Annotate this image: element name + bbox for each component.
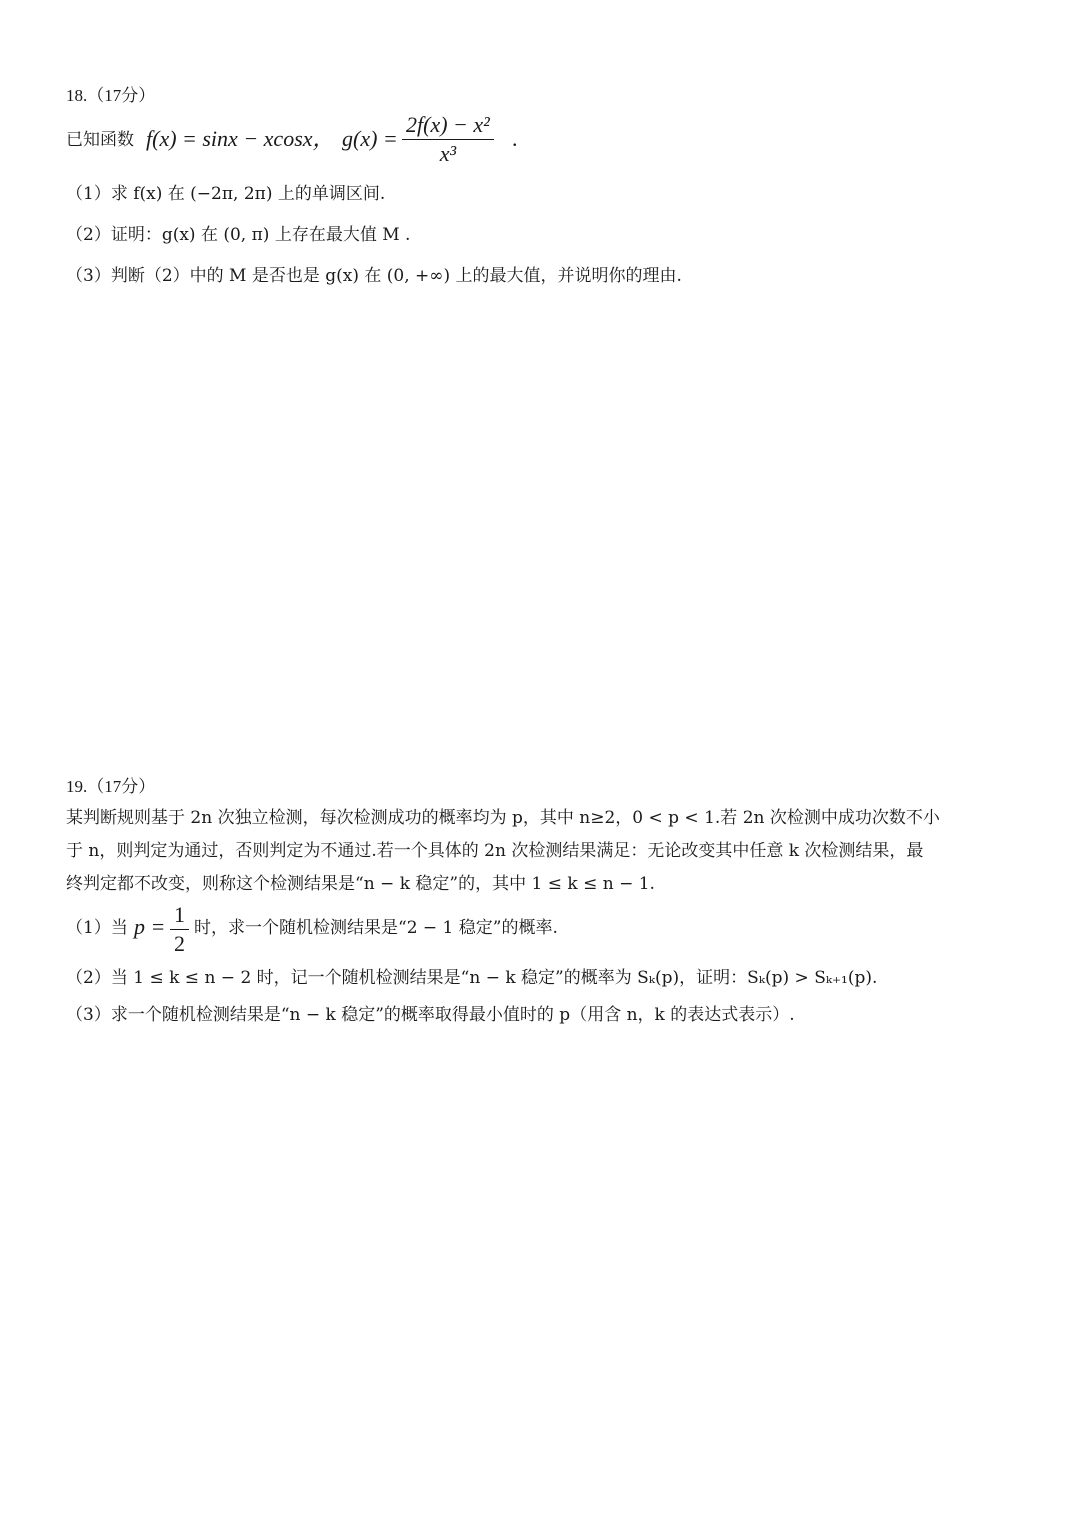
q18-part2: （2）证明：g(x) 在 (0, π) 上存在最大值 M . — [66, 225, 411, 245]
q19-part1-p: p = — [134, 914, 166, 939]
q18-intro-prefix: 已知函数 — [66, 130, 134, 150]
q18-g-period: . — [512, 126, 518, 151]
q18-g-fraction — [402, 112, 494, 168]
q19-stem-line1: 某判断规则基于 2n 次独立检测，每次检测成功的概率均为 p，其中 n≥2，0 < p < 1.若 2n 次检测中成功次数不小 — [66, 808, 940, 828]
q18-part1: （1）求 f(x) 在 (−2π, 2π) 上的单调区间. — [66, 184, 386, 204]
q19-stem-line3: 终判定都不改变，则称这个检测结果是“n − k 稳定”的，其中 1 ≤ k ≤ n − 1. — [66, 874, 655, 894]
q18-header: 18.（17分） — [66, 86, 156, 105]
q18-f-definition: f(x) = sinx − xcosx， — [146, 126, 335, 151]
q18-g-numerator: 2f(x) − x² — [402, 112, 494, 140]
q19-part3: （3）求一个随机检测结果是“n − k 稳定”的概率取得最小值时的 p（用含 n，k 的表达式表示）. — [66, 1005, 795, 1025]
q19-part1-numerator: 1 — [170, 902, 189, 930]
q19-part1-fraction — [170, 902, 189, 958]
q19-part2: （2）当 1 ≤ k ≤ n − 2 时，记一个随机检测结果是“n − k 稳定”的概率为 Sₖ(p)，证明：Sₖ(p) > Sₖ₊₁(p). — [66, 968, 878, 988]
q18-part3: （3）判断（2）中的 M 是否也是 g(x) 在 (0, +∞) 上的最大值，并说明你的理由. — [66, 266, 682, 286]
q19-header: 19.（17分） — [66, 777, 156, 796]
q19-part1-suffix: 时，求一个随机检测结果是“2 − 1 稳定”的概率. — [194, 918, 558, 938]
q18-g-lhs: g(x) = — [342, 126, 398, 151]
q19-part1-denominator: 2 — [174, 931, 185, 957]
q19-part1-prefix: （1）当 — [66, 918, 128, 938]
q19-stem-line2: 于 n，则判定为通过，否则判定为不通过.若一个具体的 2n 次检测结果满足：无论改变其中任意 k 次检测结果，最 — [66, 841, 924, 861]
q18-g-denominator: x³ — [439, 141, 457, 167]
